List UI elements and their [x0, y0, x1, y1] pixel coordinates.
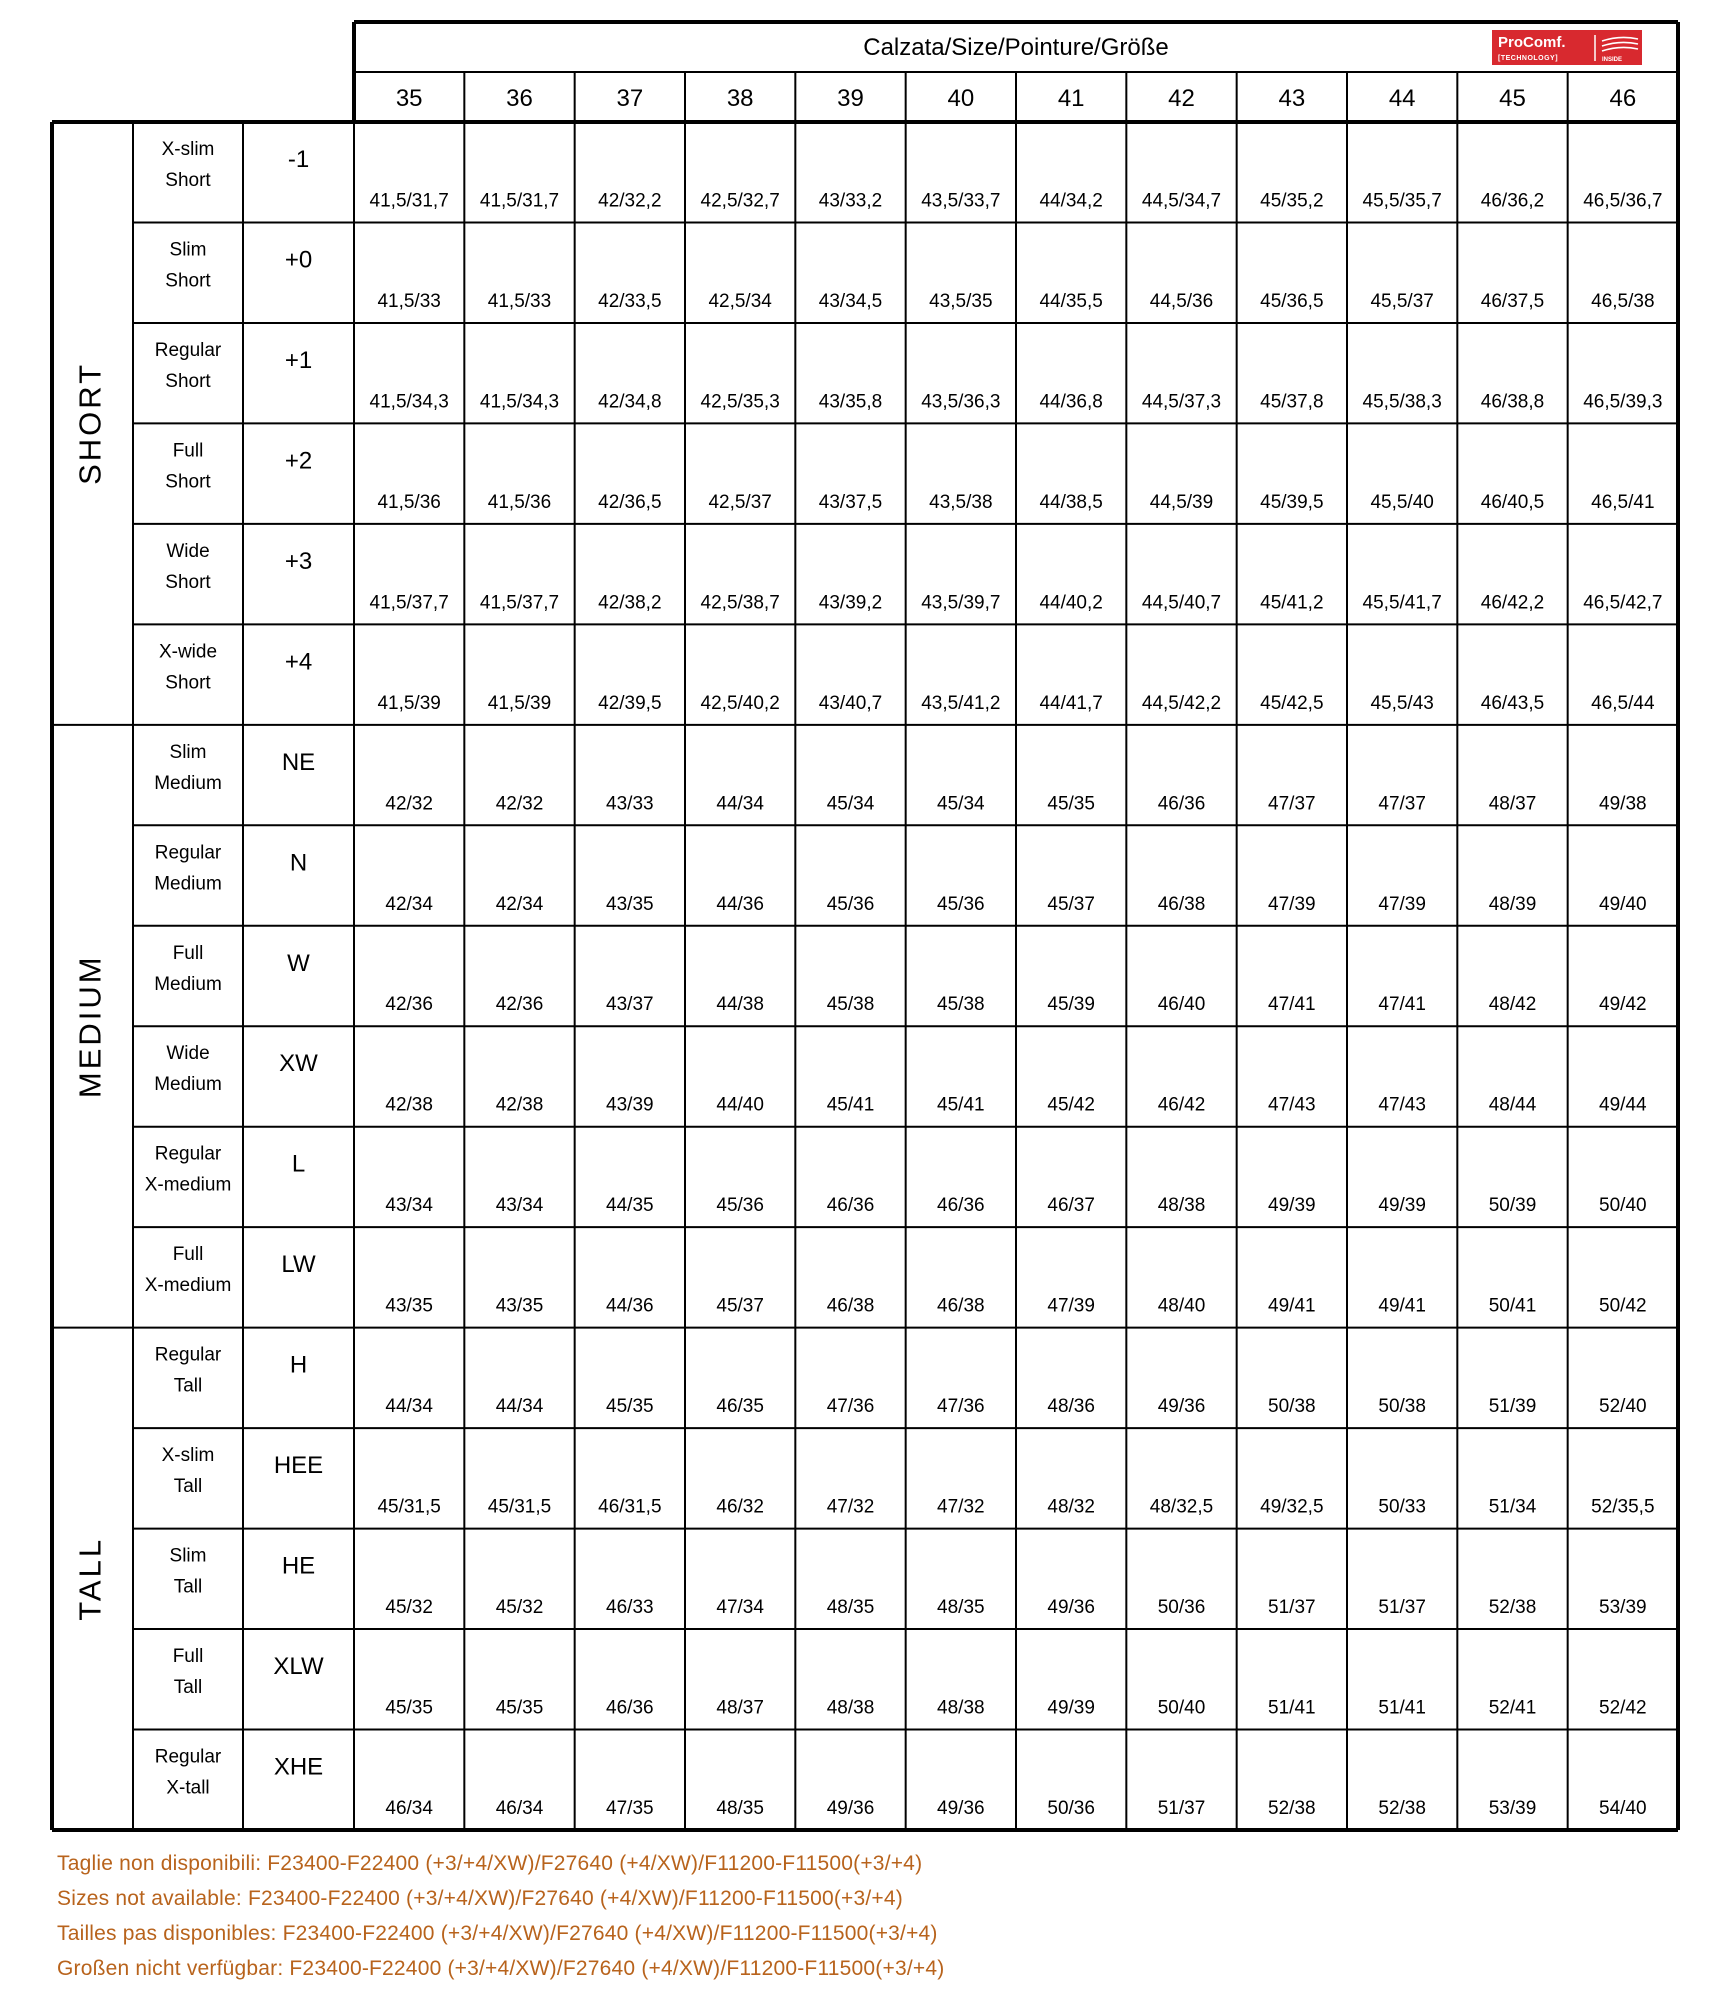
fit-name: Slim — [169, 741, 207, 763]
size-value-cell: 50/38 — [1378, 1396, 1426, 1418]
size-value-cell: 46,5/41 — [1591, 491, 1655, 513]
size-value-cell: 46/35 — [716, 1396, 764, 1418]
fit-category: X-tall — [166, 1777, 210, 1799]
size-value-cell: 46/38 — [1157, 893, 1206, 915]
size-value-cell: 42/36 — [385, 994, 433, 1016]
size-value-cell: 48/37 — [1488, 793, 1537, 815]
size-value-cell: 45/35 — [1047, 793, 1095, 815]
fit-code: XHE — [273, 1753, 324, 1781]
size-value-cell: 46/40 — [1157, 994, 1206, 1016]
size-value-cell: 44,5/36 — [1149, 290, 1214, 312]
fit-name: Full — [172, 1244, 204, 1266]
size-value-cell: 50/33 — [1378, 1496, 1426, 1518]
fit-name: Regular — [154, 339, 222, 361]
size-value-cell: 50/40 — [1157, 1697, 1206, 1719]
size-value-cell: 43/33,2 — [818, 190, 883, 212]
size-value-cell: 46/38 — [826, 1295, 875, 1317]
fit-category: Medium — [154, 873, 222, 895]
size-value-cell: 48/39 — [1488, 893, 1537, 915]
size-value-cell: 49/41 — [1378, 1295, 1426, 1317]
size-value-cell: 41,5/31,7 — [369, 190, 449, 212]
fit-name: X-wide — [158, 641, 218, 663]
size-value-cell: 42/38 — [385, 1094, 433, 1116]
size-value-cell: 44/38 — [716, 994, 764, 1016]
size-value-cell: 52/38 — [1378, 1798, 1426, 1819]
fit-name: Wide — [166, 540, 210, 562]
fit-category: Short — [165, 170, 211, 191]
size-value-cell: 44,5/37,3 — [1141, 391, 1222, 413]
size-value-cell: 49/36 — [1047, 1597, 1095, 1619]
size-value-cell: 42/39,5 — [598, 692, 662, 714]
size-value-cell: 47/32 — [937, 1496, 985, 1518]
size-value-cell: 42/32 — [385, 793, 433, 815]
size-value-cell: 46/40,5 — [1480, 491, 1545, 513]
size-value-cell: 45,5/40 — [1370, 491, 1434, 513]
size-value-cell: 45/41,2 — [1260, 592, 1324, 614]
fit-name: Regular — [154, 842, 222, 864]
size-value-cell: 47/39 — [1047, 1295, 1095, 1317]
size-value-cell: 47/37 — [1378, 793, 1426, 815]
fit-category: Short — [165, 370, 211, 392]
size-col-header: 38 — [726, 85, 754, 112]
size-value-cell: 42/38 — [495, 1094, 544, 1116]
size-value-cell: 47/43 — [1268, 1094, 1316, 1116]
size-value-cell: 48/38 — [826, 1697, 875, 1719]
size-value-cell: 44,5/34,7 — [1141, 190, 1222, 212]
size-value-cell: 49/39 — [1378, 1195, 1426, 1217]
size-value-cell: 50/38 — [1268, 1396, 1316, 1418]
size-col-header: 37 — [616, 85, 644, 112]
size-value-cell: 42/32,2 — [598, 190, 662, 212]
size-value-cell: 46/43,5 — [1480, 692, 1545, 714]
size-value-cell: 47/41 — [1378, 994, 1426, 1016]
fit-name: Slim — [169, 1545, 207, 1567]
size-value-cell: 46,5/38 — [1591, 290, 1655, 312]
size-value-cell: 42,5/34 — [708, 290, 772, 312]
size-value-cell: 42,5/40,2 — [700, 692, 780, 714]
size-value-cell: 51/39 — [1488, 1396, 1537, 1418]
procomf-logo-inside: INSIDE — [1602, 57, 1623, 63]
fit-category: X-medium — [144, 1174, 232, 1196]
size-value-cell: 49/32,5 — [1260, 1496, 1324, 1518]
fit-code: HEE — [273, 1452, 324, 1480]
size-value-cell: 44/34 — [495, 1396, 544, 1418]
size-value-cell: 48/36 — [1047, 1396, 1095, 1418]
size-col-header: 36 — [506, 85, 533, 112]
size-value-cell: 48/35 — [826, 1597, 875, 1619]
size-value-cell: 44/34 — [716, 793, 764, 815]
size-value-cell: 44/36 — [716, 893, 764, 915]
size-col-header: 46 — [1609, 85, 1637, 112]
size-value-cell: 45/36 — [716, 1195, 764, 1217]
size-value-cell: 44,5/39 — [1149, 491, 1214, 513]
size-value-cell: 43/34,5 — [818, 290, 883, 312]
size-value-cell: 51/41 — [1268, 1697, 1316, 1719]
size-col-header: 35 — [395, 85, 423, 112]
size-value-cell: 41,5/34,3 — [479, 391, 560, 413]
fit-name: Regular — [154, 1344, 222, 1366]
size-value-cell: 42/36,5 — [598, 491, 662, 513]
size-value-cell: 46/37,5 — [1480, 290, 1545, 312]
size-value-cell: 49/44 — [1599, 1094, 1647, 1116]
size-value-cell: 50/41 — [1488, 1295, 1537, 1317]
fit-category: Short — [165, 672, 211, 694]
size-value-cell: 42/38,2 — [598, 592, 662, 614]
size-value-cell: 48/32,5 — [1149, 1496, 1214, 1518]
size-value-cell: 46/38,8 — [1480, 391, 1545, 413]
size-value-cell: 44/36,8 — [1039, 391, 1103, 413]
size-value-cell: 45/35 — [495, 1697, 544, 1719]
size-value-cell: 45/34 — [826, 793, 875, 815]
size-value-cell: 41,5/31,7 — [479, 190, 560, 212]
size-value-cell: 42/33,5 — [598, 290, 662, 312]
size-value-cell: 43,5/33,7 — [921, 190, 1001, 212]
size-value-cell: 43,5/39,7 — [921, 592, 1001, 614]
size-value-cell: 49/41 — [1268, 1295, 1316, 1317]
fit-code: XW — [279, 1050, 318, 1078]
size-value-cell: 45/31,5 — [487, 1496, 552, 1518]
size-value-cell: 50/39 — [1488, 1195, 1537, 1217]
size-value-cell: 45/31,5 — [377, 1496, 441, 1518]
availability-note-en: Sizes not available: F23400-F22400 (+3/+4/XW)/F27640 (+4/XW)/F11200-F11500(+3/+4) — [57, 1887, 903, 1910]
fit-code: W — [287, 949, 310, 977]
size-value-cell: 52/35,5 — [1591, 1496, 1655, 1518]
size-value-cell: 50/42 — [1599, 1295, 1647, 1317]
size-value-cell: 45/41 — [826, 1094, 875, 1116]
size-value-cell: 46/32 — [716, 1496, 764, 1518]
size-value-cell: 48/44 — [1488, 1094, 1537, 1116]
size-value-cell: 41,5/33 — [487, 290, 552, 312]
size-value-cell: 46,5/44 — [1591, 692, 1655, 714]
size-value-cell: 45/42 — [1047, 1094, 1095, 1116]
size-value-cell: 43/37 — [606, 994, 654, 1016]
size-value-cell: 46/42,2 — [1480, 592, 1545, 614]
size-value-cell: 49/36 — [1157, 1396, 1206, 1418]
size-value-cell: 45,5/35,7 — [1362, 190, 1442, 212]
size-value-cell: 45/36,5 — [1260, 290, 1324, 312]
size-value-cell: 42/32 — [495, 793, 544, 815]
size-value-cell: 46/36,2 — [1480, 190, 1545, 212]
size-value-cell: 49/40 — [1599, 893, 1647, 915]
procomf-logo-name: ProComf. — [1498, 34, 1566, 51]
size-value-cell: 43,5/35 — [929, 290, 993, 312]
size-value-cell: 45/34 — [937, 793, 985, 815]
size-value-cell: 42/34 — [495, 893, 544, 915]
size-value-cell: 44/34,2 — [1039, 190, 1103, 212]
size-value-cell: 51/41 — [1378, 1697, 1426, 1719]
fit-code: L — [291, 1150, 306, 1178]
size-value-cell: 44/35 — [606, 1195, 654, 1217]
size-value-cell: 51/37 — [1157, 1798, 1206, 1819]
availability-notes — [57, 1846, 1357, 1986]
size-value-cell: 44/34 — [385, 1396, 433, 1418]
fit-category: Tall — [173, 1576, 203, 1598]
size-value-cell: 45/37 — [716, 1295, 764, 1317]
size-value-cell: 52/41 — [1488, 1697, 1537, 1719]
fit-name: Regular — [154, 1143, 222, 1165]
fit-category: Medium — [154, 1074, 222, 1096]
size-value-cell: 54/40 — [1599, 1798, 1647, 1819]
fit-name: Full — [172, 942, 204, 964]
size-value-cell: 43/35 — [495, 1295, 544, 1317]
size-value-cell: 47/41 — [1268, 994, 1316, 1016]
size-value-cell: 47/39 — [1268, 893, 1316, 915]
fit-name: Regular — [154, 1746, 222, 1768]
size-value-cell: 45/38 — [937, 994, 985, 1016]
fit-name: Wide — [166, 1043, 210, 1065]
size-value-cell: 45/32 — [495, 1597, 544, 1619]
size-value-cell: 42,5/37 — [708, 491, 772, 513]
size-value-cell: 47/39 — [1378, 893, 1426, 915]
fit-category: Tall — [173, 1375, 203, 1397]
size-value-cell: 43/40,7 — [818, 692, 883, 714]
availability-note-it: Taglie non disponibili: F23400-F22400 (+3/+4/XW)/F27640 (+4/XW)/F11200-F11500(+3/+4) — [57, 1852, 923, 1875]
size-value-cell: 48/38 — [937, 1697, 985, 1719]
size-value-cell: 46/34 — [385, 1798, 433, 1819]
size-value-cell: 49/42 — [1599, 994, 1647, 1016]
size-col-header: 45 — [1499, 85, 1526, 112]
size-value-cell: 45/36 — [937, 893, 985, 915]
fit-code: LW — [281, 1251, 316, 1279]
size-value-cell: 49/39 — [1047, 1697, 1095, 1719]
size-value-cell: 45/39 — [1047, 994, 1095, 1016]
size-value-cell: 53/39 — [1599, 1597, 1647, 1619]
size-value-cell: 41,5/39 — [487, 692, 552, 714]
fit-name: Slim — [169, 239, 207, 261]
size-value-cell: 43,5/38 — [929, 491, 993, 513]
size-value-cell: 46,5/42,7 — [1583, 592, 1663, 614]
fit-name: X-slim — [161, 1445, 215, 1467]
size-value-cell: 48/32 — [1047, 1496, 1095, 1518]
size-value-cell: 52/38 — [1268, 1798, 1316, 1819]
availability-note-fr: Tailles pas disponibles: F23400-F22400 (+3/+4/XW)/F27640 (+4/XW)/F11200-F11500(+3/+4) — [57, 1922, 938, 1945]
size-value-cell: 43/35,8 — [818, 391, 883, 413]
size-value-cell: 41,5/36 — [377, 491, 441, 513]
size-value-cell: 49/38 — [1599, 793, 1647, 815]
size-value-cell: 45/36 — [826, 893, 875, 915]
size-value-cell: 45,5/41,7 — [1362, 592, 1442, 614]
size-value-cell: 42,5/32,7 — [700, 190, 780, 212]
fit-category: Medium — [154, 973, 222, 995]
size-value-cell: 45/35 — [385, 1697, 433, 1719]
size-value-cell: 43/39 — [606, 1094, 654, 1116]
size-value-cell: 53/39 — [1488, 1798, 1537, 1819]
size-value-cell: 46/36 — [826, 1195, 875, 1217]
size-header-title: Calzata/Size/Pointure/Größe — [863, 34, 1169, 61]
size-value-cell: 44/41,7 — [1039, 692, 1103, 714]
size-value-cell: 43/34 — [495, 1195, 544, 1217]
size-value-cell: 52/40 — [1599, 1396, 1647, 1418]
size-value-cell: 50/36 — [1157, 1597, 1206, 1619]
size-col-header: 40 — [947, 85, 975, 112]
size-value-cell: 44/40,2 — [1039, 592, 1103, 614]
size-value-cell: 45/41 — [937, 1094, 985, 1116]
size-value-cell: 46/37 — [1047, 1195, 1095, 1217]
size-value-cell: 49/39 — [1268, 1195, 1316, 1217]
fit-code: N — [289, 849, 308, 877]
size-value-cell: 41,5/39 — [377, 692, 441, 714]
size-col-header: 43 — [1278, 85, 1306, 112]
size-value-cell: 49/36 — [937, 1798, 985, 1819]
fit-code: NE — [281, 748, 316, 776]
size-value-cell: 51/37 — [1268, 1597, 1316, 1619]
size-value-cell: 41,5/36 — [487, 491, 552, 513]
size-value-cell: 44/38,5 — [1039, 491, 1103, 513]
size-value-cell: 47/37 — [1268, 793, 1316, 815]
fit-category: Tall — [173, 1476, 203, 1498]
size-value-cell: 48/37 — [716, 1697, 764, 1719]
size-value-cell: 48/35 — [937, 1597, 985, 1619]
size-value-cell: 52/38 — [1488, 1597, 1537, 1619]
group-label-short: SHORT — [72, 361, 108, 485]
group-label-tall: TALL — [72, 1536, 108, 1621]
size-value-cell: 43/35 — [385, 1295, 433, 1317]
size-col-header: 41 — [1057, 85, 1085, 112]
size-value-cell: 43,5/41,2 — [921, 692, 1001, 714]
size-value-cell: 45/35,2 — [1260, 190, 1324, 212]
size-value-cell: 43,5/36,3 — [921, 391, 1001, 413]
fit-category: X-medium — [144, 1275, 232, 1297]
fit-name: Full — [172, 440, 204, 462]
size-value-cell: 45,5/38,3 — [1362, 391, 1442, 413]
fit-category: Short — [165, 571, 211, 593]
size-value-cell: 50/36 — [1047, 1798, 1095, 1819]
fit-code: HE — [281, 1552, 316, 1580]
size-value-cell: 43/33 — [606, 793, 654, 815]
size-value-cell: 48/42 — [1488, 994, 1537, 1016]
size-value-cell: 48/38 — [1157, 1195, 1206, 1217]
size-value-cell: 45/39,5 — [1260, 491, 1324, 513]
size-value-cell: 51/37 — [1378, 1597, 1426, 1619]
size-value-cell: 42/36 — [495, 994, 544, 1016]
size-value-cell: 46/36 — [1157, 793, 1206, 815]
size-value-cell: 42/34 — [385, 893, 433, 915]
size-value-cell: 46/38 — [937, 1295, 985, 1317]
size-value-cell: 45/37,8 — [1260, 391, 1324, 413]
size-value-cell: 45/38 — [826, 994, 875, 1016]
size-value-cell: 48/40 — [1157, 1295, 1206, 1317]
size-value-cell: 47/35 — [606, 1798, 654, 1819]
size-value-cell: 45/32 — [385, 1597, 433, 1619]
size-value-cell: 41,5/37,7 — [479, 592, 560, 614]
size-value-cell: 52/42 — [1599, 1697, 1647, 1719]
size-value-cell: 41,5/34,3 — [369, 391, 449, 413]
size-col-header: 42 — [1168, 85, 1195, 112]
size-value-cell: 43/37,5 — [818, 491, 883, 513]
fit-name: Full — [172, 1646, 204, 1668]
fit-code: +1 — [284, 346, 313, 374]
size-value-cell: 47/36 — [826, 1396, 875, 1418]
size-value-cell: 43/35 — [606, 893, 654, 915]
size-value-cell: 44/40 — [716, 1094, 764, 1116]
fit-name: X-slim — [161, 139, 215, 160]
size-value-cell: 44/35,5 — [1039, 290, 1103, 312]
size-value-cell: 45/42,5 — [1260, 692, 1324, 714]
size-value-cell: 42,5/38,7 — [700, 592, 780, 614]
size-value-cell: 44,5/40,7 — [1141, 592, 1222, 614]
size-value-cell: 46/31,5 — [598, 1496, 662, 1518]
size-value-cell: 47/36 — [937, 1396, 985, 1418]
size-value-cell: 43/34 — [385, 1195, 433, 1217]
size-value-cell: 46/36 — [937, 1195, 985, 1217]
size-value-cell: 48/35 — [716, 1798, 764, 1819]
size-value-cell: 45,5/43 — [1370, 692, 1434, 714]
size-value-cell: 41,5/33 — [377, 290, 441, 312]
size-value-cell: 47/32 — [826, 1496, 875, 1518]
size-value-cell: 42/34,8 — [598, 391, 662, 413]
fit-code: H — [289, 1351, 308, 1379]
size-value-cell: 46,5/36,7 — [1583, 190, 1663, 212]
availability-note-de: Großen nicht verfügbar: F23400-F22400 (+3/+4/XW)/F27640 (+4/XW)/F11200-F11500(+3/+4) — [57, 1957, 945, 1980]
fit-code: +2 — [284, 447, 313, 475]
size-col-header: 39 — [837, 85, 864, 112]
fit-category: Medium — [154, 772, 222, 794]
size-value-cell: 44,5/42,2 — [1141, 692, 1222, 714]
fit-category: Tall — [173, 1677, 203, 1699]
group-label-medium: MEDIUM — [72, 954, 108, 1099]
fit-code: -1 — [287, 146, 310, 173]
size-value-cell: 46/34 — [495, 1798, 544, 1819]
size-value-cell: 41,5/37,7 — [369, 592, 449, 614]
size-value-cell: 51/34 — [1488, 1496, 1537, 1518]
size-col-header: 44 — [1388, 85, 1416, 112]
fit-code: +4 — [284, 648, 313, 676]
size-value-cell: 43/39,2 — [818, 592, 883, 614]
fit-code: +3 — [284, 547, 313, 575]
size-value-cell: 46/33 — [606, 1597, 654, 1619]
size-value-cell: 45,5/37 — [1370, 290, 1434, 312]
size-value-cell: 46,5/39,3 — [1583, 391, 1663, 413]
size-value-cell: 45/35 — [606, 1396, 654, 1418]
size-value-cell: 42,5/35,3 — [700, 391, 780, 413]
procomf-logo-technology: [TECHNOLOGY] — [1498, 55, 1559, 62]
fit-code: XLW — [273, 1653, 324, 1681]
size-value-cell: 46/42 — [1157, 1094, 1206, 1116]
size-value-cell: 47/34 — [716, 1597, 764, 1619]
fit-category: Short — [165, 270, 211, 292]
fit-category: Short — [165, 471, 211, 493]
size-value-cell: 45/37 — [1047, 893, 1095, 915]
size-value-cell: 49/36 — [826, 1798, 875, 1819]
size-value-cell: 50/40 — [1599, 1195, 1647, 1217]
fit-code: +0 — [284, 246, 313, 274]
size-value-cell: 44/36 — [606, 1295, 654, 1317]
size-value-cell: 46/36 — [606, 1697, 654, 1719]
size-value-cell: 47/43 — [1378, 1094, 1426, 1116]
